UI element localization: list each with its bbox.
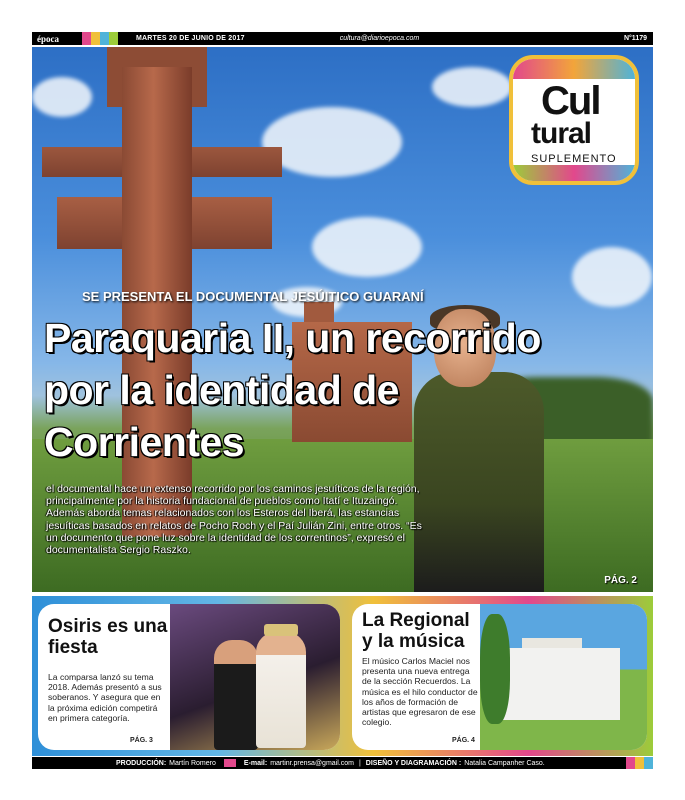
envelope-icon <box>224 759 236 767</box>
story-osiris <box>38 604 340 750</box>
color-strip <box>82 32 118 45</box>
cover-page-ref: PÁG. 2 <box>604 575 637 586</box>
email-label: E-mail: <box>243 759 268 767</box>
badge-line1: Cul <box>541 79 600 123</box>
production-label: PRODUCCIÓN: <box>116 759 167 767</box>
design-name: Natalia Campanher Caso. <box>464 759 545 767</box>
issue-number: N°1179 <box>623 35 647 42</box>
cover-lead: el documental hace un extenso recorrido por los caminos jesuíticos de la región, principalmente por la historia fundacional de pueblos como Itatí e Ituzaingó. Además aborda temas relacionados con los Esteros del Iberá, las estancias jesuíticas basados en relatos de Pocho Roch y el Paí Julián Zini, entre otros. “Es un documento que pone luz sobre la identidad de los correntinos”, expresó el documentalista Sergio Raszko. <box>46 483 422 557</box>
cover-kicker: SE PRESENTA EL DOCUMENTAL JESÚITICO GUARANÍ <box>82 289 424 304</box>
cover-headline: Paraquaria II, un recorrido por la identidad de Corrientes <box>44 315 541 465</box>
footer-color-strip <box>626 757 653 769</box>
badge-line3: SUPLEMENTO <box>531 153 617 165</box>
story-regional-page: PÁG. 4 <box>452 737 475 744</box>
newspaper-logo: época <box>37 33 59 44</box>
issue-date: MARTES 20 DE JUNIO DE 2017 <box>136 35 245 42</box>
story-regional <box>352 604 647 750</box>
cultural-supplement-badge <box>509 55 639 185</box>
production-name: Martín Romero <box>169 759 216 767</box>
story-regional-text: El músico Carlos Maciel nos presenta una nueva entrega de la sección Recuerdos. La música es el hilo conductor de los años de formación de artistas que egresaron de ese colegio. <box>362 656 478 728</box>
section-email: cultura@diarioepoca.com <box>339 35 420 42</box>
story-osiris-title: Osiris es una fiesta <box>48 616 168 658</box>
badge-line2: tural <box>531 117 592 150</box>
top-bar <box>32 32 653 45</box>
credits-footer: PRODUCCIÓN: Martín Romero E-mail: martinr.prensa@gmail.com | DISEÑO Y DIAGRAMACIÓN : Natalia Campanher Caso. <box>32 757 653 769</box>
bottom-stories <box>32 596 653 756</box>
design-label: DISEÑO Y DIAGRAMACIÓN : <box>365 759 462 767</box>
footer-email: martinr.prensa@gmail.com <box>270 759 354 767</box>
cover-photo <box>32 47 653 592</box>
story-osiris-text: La comparsa lanzó su tema 2018. Además presentó a sus soberanos. Y asegura que en la próxima edición competirá en primera categoría. <box>48 672 162 723</box>
story-regional-title: La Regional y la música <box>362 610 470 652</box>
story-osiris-page: PÁG. 3 <box>130 737 153 744</box>
